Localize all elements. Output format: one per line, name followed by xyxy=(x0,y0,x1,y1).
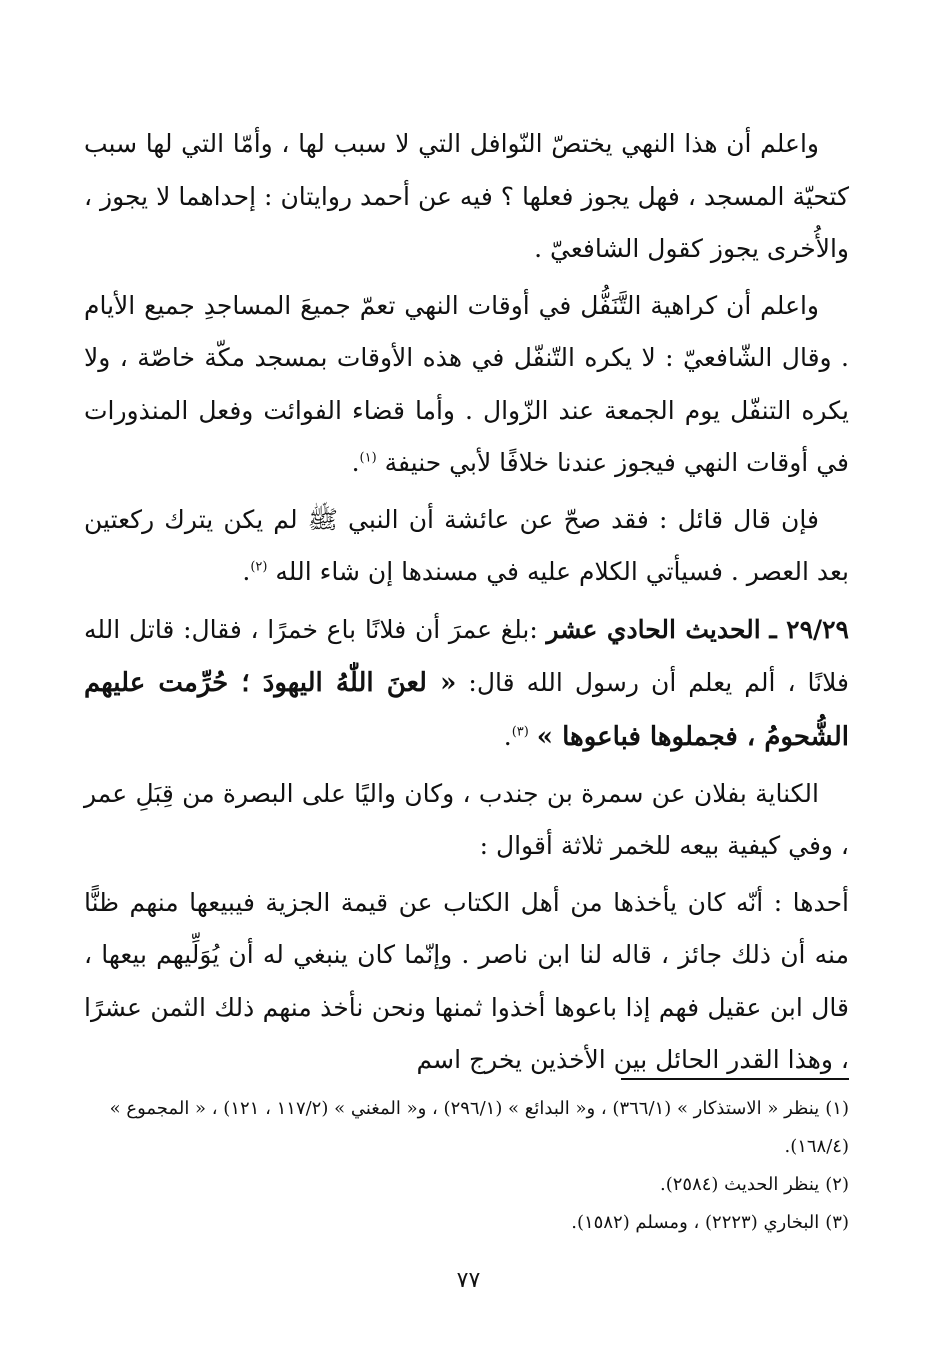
footnote-text: البخاري (٢٢٢٣) ، ومسلم (١٥٨٢). xyxy=(571,1212,820,1233)
footnote-3 xyxy=(84,1204,849,1242)
footnote-separator xyxy=(621,1078,849,1080)
paragraph-text: الكناية بفلان عن سمرة بن جندب ، وكان واليًا على البصرة من قِبَلِ عمر ، وفي كيفية بيعه للخمر ثلاثة أقوال : xyxy=(84,778,849,860)
hadith-intro: :بلغ عمرَ أن فلانًا باع خمرًا ، فقال: قاتل الله فلانًا ، ألم يعلم أن رسول الله قال: xyxy=(84,614,850,697)
hadith-block xyxy=(84,603,849,764)
footnote-1 xyxy=(84,1090,849,1166)
paragraph-nahy-nawafil xyxy=(84,118,849,276)
paragraph-text: واعلم أن هذا النهي يختصّ النّوافل التي لا سبب لها ، وأمّا التي لها سبب كتحيّة المسجد ، فهل يجوز فعلها ؟ فيه عن أحمد روايتان : إحداهما لا يجوز ، والأُخرى يجوز كقول الشافعيّ . xyxy=(84,129,849,263)
paragraph-text: أحدها : أنّه كان يأخذها من أهل الكتاب عن قيمة الجزية فيبيعها منهم ظنًّا منه أن ذلك جائز ، قاله لنا ابن ناصر . وإنّما كان ينبغي له أن يُوَلِّيهم بيعها ، قال ابن عقيل فهم إذا باعوها أخذوا ثمنها ونحن نأخذ منهم ذلك الثمن عشرًا ، وهذا القدر الحائل بين الأخذين يخرج اسم xyxy=(84,887,849,1074)
paragraph-objection-aisha xyxy=(84,494,849,599)
paragraph-text: فإن قال قائل : فقد صحّ عن عائشة أن النبي ﷺ لم يكن يترك ركعتين بعد العصر . فسيأتي الكلام عليه في مسندها إن شاء الله xyxy=(84,504,849,586)
footnotes xyxy=(84,1090,849,1242)
hadith-number: ٢٩/٢٩ ـ xyxy=(769,614,849,644)
period: . xyxy=(503,721,512,751)
period: . xyxy=(242,557,251,586)
footnote-text: ينظر الحديث (٢٥٨٤). xyxy=(660,1174,820,1195)
footnote-2 xyxy=(84,1166,849,1204)
paragraph-kinaya xyxy=(84,768,849,873)
prophet-quote: « لعنَ اللّٰهُ اليهودَ ؛ حُرِّمت عليهم الشُّحومُ ، فجملوها فباعوها » xyxy=(84,667,849,752)
page-number: ٧٧ xyxy=(456,1268,481,1293)
paragraph-karahiyat-tanafful xyxy=(84,280,849,490)
period: . xyxy=(351,448,360,477)
footnote-number: (٣) xyxy=(825,1212,849,1233)
footnote-number: (٢) xyxy=(825,1174,849,1195)
paragraph-text: واعلم أن كراهية التَّنَفُّل في أوقات النهي تعمّ جميعَ المساجدِ جميع الأيام . وقال الشّافعيّ : لا يكره التّنفّل في هذه الأوقات بمسجد مكّة خاصّة ، ولا يكره التنفّل يوم الجمعة عند الزّوال . وأما قضاء الفوائت وفعل المنذورات في أوقات النهي فيجوز عندنا خلافًا لأبي حنيفة xyxy=(84,290,849,477)
footnote-ref-1[interactable]: (١) xyxy=(359,450,377,466)
footnote-ref-3[interactable]: (٣) xyxy=(511,724,529,740)
hadith-title: الحديث الحادي عشر xyxy=(546,614,761,644)
footnote-text: ينظر « الاستذكار » (٣٦٦/١) ، و« البدائع » (٢٩٦/١) ، و« المغني » (١١٧/٢ ، ١٢١) ، « المجموع » (١٦٨/٤). xyxy=(109,1098,849,1157)
paragraph-first-opinion xyxy=(84,877,849,1087)
footnote-ref-2[interactable]: (٢) xyxy=(250,559,268,575)
main-text xyxy=(84,118,849,1091)
footnote-number: (١) xyxy=(825,1098,849,1119)
